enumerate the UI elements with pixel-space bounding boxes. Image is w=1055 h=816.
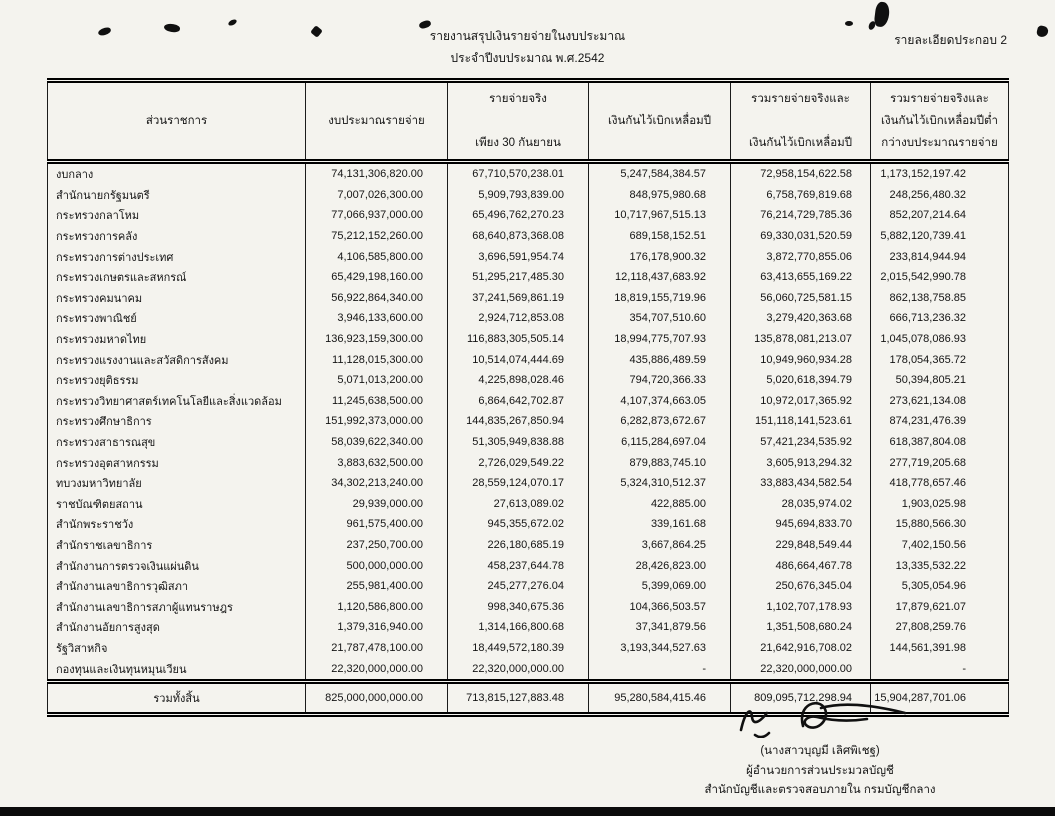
total-cell: 5,020,618,394.79: [731, 370, 871, 391]
table-row: [48, 535, 1009, 556]
budget-cell: 1,379,316,940.00: [306, 617, 448, 638]
table-row: [48, 370, 1009, 391]
reserved-cell: 3,667,864.25: [589, 535, 731, 556]
reserved-cell: 37,341,879.56: [589, 617, 731, 638]
reserved-cell: 354,707,510.60: [589, 308, 731, 329]
col-header-agency: [48, 81, 306, 162]
agency-cell: สำนักงานอัยการสูงสุด: [48, 617, 306, 638]
reserved-cell: 6,282,873,672.67: [589, 411, 731, 432]
reserved-cell: 848,975,980.68: [589, 185, 731, 206]
agency-cell: สำนักงานการตรวจเงินแผ่นดิน: [48, 555, 306, 576]
agency-cell: กระทรวงยุติธรรม: [48, 370, 306, 391]
total-cell: 56,060,725,581.15: [731, 288, 871, 309]
diff-cell: 5,305,054.96: [871, 576, 1009, 597]
table-row: [48, 205, 1009, 226]
table-row: [48, 411, 1009, 432]
diff-cell: 27,808,259.76: [871, 617, 1009, 638]
header-label: กว่างบประมาณรายจ่าย: [881, 137, 998, 149]
reserved-cell: 5,247,584,384.57: [589, 162, 731, 185]
diff-cell: 1,173,152,197.42: [871, 162, 1009, 185]
total-cell: 6,758,769,819.68: [731, 185, 871, 206]
signer-name: (นางสาวบุญมี เลิศพิเชฐ): [760, 745, 880, 757]
total-cell: 3,605,913,294.32: [731, 452, 871, 473]
report-subtitle: ประจำปีงบประมาณ พ.ศ.2542: [450, 51, 605, 65]
actual-cell: 51,295,217,485.30: [448, 267, 589, 288]
table-row: [48, 349, 1009, 370]
header-label: รายจ่ายจริง: [489, 93, 547, 105]
reserved-cell: 176,178,900.32: [589, 246, 731, 267]
agency-cell: กระทรวงอุตสาหกรรม: [48, 452, 306, 473]
diff-cell: 144,561,391.98: [871, 638, 1009, 659]
agency-cell: กระทรวงเกษตรและสหกรณ์: [48, 267, 306, 288]
report-title: รายงานสรุปเงินรายจ่ายในงบประมาณ: [429, 29, 626, 43]
table-row: [48, 473, 1009, 494]
total-cell: 1,102,707,178.93: [731, 596, 871, 617]
total-cell: 151,118,141,523.61: [731, 411, 871, 432]
diff-cell: 418,778,657.46: [871, 473, 1009, 494]
agency-cell: กระทรวงกลาโหม: [48, 205, 306, 226]
agency-cell: ทบวงมหาวิทยาลัย: [48, 473, 306, 494]
total-budget-cell: 825,000,000,000.00: [306, 681, 448, 714]
header-label: เงินกันไว้เบิกเหลื่อมปีต่ำ: [881, 115, 998, 127]
header-label: รวมรายจ่ายจริงและ: [751, 93, 850, 105]
col-header-actual: [448, 81, 589, 162]
total-label: รวมทั้งสิ้น: [48, 681, 306, 714]
reserved-cell: -: [589, 658, 731, 681]
table-row: [48, 185, 1009, 206]
diff-cell: 862,138,758.85: [871, 288, 1009, 309]
signer-position: ผู้อำนวยการส่วนประมวลบัญชี: [746, 764, 894, 777]
budget-cell: 4,106,585,800.00: [306, 246, 448, 267]
diff-cell: 7,402,150.56: [871, 535, 1009, 556]
actual-cell: 68,640,873,368.08: [448, 226, 589, 247]
signer-department: สำนักบัญชีและตรวจสอบภายใน กรมบัญชีกลาง: [704, 784, 936, 796]
col-header-total: [731, 81, 871, 162]
header-label: งบประมาณรายจ่าย: [328, 115, 425, 127]
reserved-cell: 879,883,745.10: [589, 452, 731, 473]
total-cell: 3,872,770,855.06: [731, 246, 871, 267]
diff-cell: 273,621,134.08: [871, 391, 1009, 412]
reserved-cell: 18,819,155,719.96: [589, 288, 731, 309]
reserved-cell: 3,193,344,527.63: [589, 638, 731, 659]
col-header-reserved: [589, 81, 731, 162]
budget-cell: 65,429,198,160.00: [306, 267, 448, 288]
total-cell: 229,848,549.44: [731, 535, 871, 556]
agency-cell: กระทรวงการคลัง: [48, 226, 306, 247]
table-row: [48, 555, 1009, 576]
total-cell: 76,214,729,785.36: [731, 205, 871, 226]
table-row: [48, 638, 1009, 659]
reserved-cell: 104,366,503.57: [589, 596, 731, 617]
diff-cell: -: [871, 658, 1009, 681]
total-cell: 63,413,655,169.22: [731, 267, 871, 288]
actual-cell: 6,864,642,702.87: [448, 391, 589, 412]
total-cell: 22,320,000,000.00: [731, 658, 871, 681]
agency-cell: รัฐวิสาหกิจ: [48, 638, 306, 659]
actual-cell: 1,314,166,800.68: [448, 617, 589, 638]
budget-cell: 74,131,306,820.00: [306, 162, 448, 185]
actual-cell: 3,696,591,954.74: [448, 246, 589, 267]
reserved-cell: 12,118,437,683.92: [589, 267, 731, 288]
actual-cell: 67,710,570,238.01: [448, 162, 589, 185]
budget-table: [47, 78, 1009, 717]
agency-cell: ราชบัณฑิตยสถาน: [48, 494, 306, 515]
agency-cell: สำนักพระราชวัง: [48, 514, 306, 535]
header-label: เงินกันไว้เบิกเหลื่อมปี: [748, 137, 852, 149]
agency-cell: กองทุนและเงินทุนหมุนเวียน: [48, 658, 306, 681]
diff-cell: 277,719,205.68: [871, 452, 1009, 473]
actual-cell: 10,514,074,444.69: [448, 349, 589, 370]
reserved-cell: 6,115,284,697.04: [589, 432, 731, 453]
reserved-cell: 339,161.68: [589, 514, 731, 535]
header-label: เงินกันไว้เบิกเหลื่อมปี: [607, 115, 711, 127]
scan-edge-bar: [0, 807, 1055, 816]
table-body: [48, 162, 1009, 682]
table-row: [48, 267, 1009, 288]
budget-cell: 3,883,632,500.00: [306, 452, 448, 473]
agency-cell: สำนักงานเลขาธิการวุฒิสภา: [48, 576, 306, 597]
agency-cell: สำนักงานเลขาธิการสภาผู้แทนราษฎร: [48, 596, 306, 617]
diff-cell: 852,207,214.64: [871, 205, 1009, 226]
diff-cell: 874,231,476.39: [871, 411, 1009, 432]
total-combined-cell: 809,095,712,298.94: [731, 681, 871, 714]
table-row: [48, 391, 1009, 412]
budget-cell: 7,007,026,300.00: [306, 185, 448, 206]
budget-cell: 1,120,586,800.00: [306, 596, 448, 617]
budget-cell: 961,575,400.00: [306, 514, 448, 535]
budget-cell: 56,922,864,340.00: [306, 288, 448, 309]
total-reserved-cell: 95,280,584,415.46: [589, 681, 731, 714]
total-cell: 1,351,508,680.24: [731, 617, 871, 638]
table-row: [48, 617, 1009, 638]
agency-cell: งบกลาง: [48, 162, 306, 185]
diff-cell: 666,713,236.32: [871, 308, 1009, 329]
scan-speck: [845, 21, 853, 26]
budget-cell: 151,992,373,000.00: [306, 411, 448, 432]
diff-cell: 178,054,365.72: [871, 349, 1009, 370]
reserved-cell: 5,324,310,512.37: [589, 473, 731, 494]
col-header-diff: [871, 81, 1009, 162]
table-row: [48, 452, 1009, 473]
actual-cell: 945,355,672.02: [448, 514, 589, 535]
budget-cell: 5,071,013,200.00: [306, 370, 448, 391]
table-row: [48, 514, 1009, 535]
reserved-cell: 422,885.00: [589, 494, 731, 515]
diff-cell: 618,387,804.08: [871, 432, 1009, 453]
table-row: [48, 162, 1009, 185]
budget-cell: 58,039,622,340.00: [306, 432, 448, 453]
budget-cell: 11,128,015,300.00: [306, 349, 448, 370]
total-cell: 72,958,154,622.58: [731, 162, 871, 185]
budget-cell: 21,787,478,100.00: [306, 638, 448, 659]
actual-cell: 998,340,675.36: [448, 596, 589, 617]
scan-speck: [227, 18, 237, 27]
budget-cell: 22,320,000,000.00: [306, 658, 448, 681]
budget-cell: 136,923,159,300.00: [306, 329, 448, 350]
agency-cell: กระทรวงมหาดไทย: [48, 329, 306, 350]
total-cell: 21,642,916,708.02: [731, 638, 871, 659]
reserved-cell: 28,426,823.00: [589, 555, 731, 576]
actual-cell: 51,305,949,838.88: [448, 432, 589, 453]
budget-cell: 11,245,638,500.00: [306, 391, 448, 412]
table-row: [48, 432, 1009, 453]
reserved-cell: 10,717,967,515.13: [589, 205, 731, 226]
agency-cell: กระทรวงการต่างประเทศ: [48, 246, 306, 267]
diff-cell: 1,045,078,086.93: [871, 329, 1009, 350]
actual-cell: 28,559,124,070.17: [448, 473, 589, 494]
diff-cell: 5,882,120,739.41: [871, 226, 1009, 247]
diff-cell: 50,394,805.21: [871, 370, 1009, 391]
reserved-cell: 794,720,366.33: [589, 370, 731, 391]
table-row: [48, 494, 1009, 515]
actual-cell: 2,726,029,549.22: [448, 452, 589, 473]
diff-cell: 1,903,025.98: [871, 494, 1009, 515]
diff-cell: 248,256,480.32: [871, 185, 1009, 206]
actual-cell: 22,320,000,000.00: [448, 658, 589, 681]
total-actual-cell: 713,815,127,883.48: [448, 681, 589, 714]
budget-cell: 34,302,213,240.00: [306, 473, 448, 494]
agency-cell: กระทรวงวิทยาศาสตร์เทคโนโลยีและสิ่งแวดล้อม: [48, 391, 306, 412]
total-cell: 3,279,420,363.68: [731, 308, 871, 329]
agency-cell: กระทรวงพาณิชย์: [48, 308, 306, 329]
diff-cell: 13,335,532.22: [871, 555, 1009, 576]
table-row: [48, 246, 1009, 267]
agency-cell: กระทรวงแรงงานและสวัสดิการสังคม: [48, 349, 306, 370]
actual-cell: 18,449,572,180.39: [448, 638, 589, 659]
budget-cell: 3,946,133,600.00: [306, 308, 448, 329]
actual-cell: 65,496,762,270.23: [448, 205, 589, 226]
actual-cell: 116,883,305,505.14: [448, 329, 589, 350]
table-row: [48, 576, 1009, 597]
reserved-cell: 4,107,374,663.05: [589, 391, 731, 412]
table-row: [48, 658, 1009, 681]
actual-cell: 458,237,644.78: [448, 555, 589, 576]
header-label: รวมรายจ่ายจริงและ: [890, 93, 989, 105]
total-cell: 10,949,960,934.28: [731, 349, 871, 370]
agency-cell: กระทรวงคมนาคม: [48, 288, 306, 309]
total-cell: 10,972,017,365.92: [731, 391, 871, 412]
reserved-cell: 5,399,069.00: [589, 576, 731, 597]
budget-cell: 75,212,152,260.00: [306, 226, 448, 247]
diff-cell: 2,015,542,990.78: [871, 267, 1009, 288]
header-label: เพียง 30 กันยายน: [475, 137, 561, 149]
agency-cell: กระทรวงศึกษาธิการ: [48, 411, 306, 432]
reserved-cell: 689,158,152.51: [589, 226, 731, 247]
total-cell: 135,878,081,213.07: [731, 329, 871, 350]
table-row: [48, 596, 1009, 617]
budget-cell: 237,250,700.00: [306, 535, 448, 556]
table-row: [48, 329, 1009, 350]
scan-blotch: [874, 1, 891, 28]
table-row: [48, 226, 1009, 247]
reserved-cell: 435,886,489.59: [589, 349, 731, 370]
budget-cell: 500,000,000.00: [306, 555, 448, 576]
total-cell: 250,676,345.04: [731, 576, 871, 597]
actual-cell: 5,909,793,839.00: [448, 185, 589, 206]
header-label: ส่วนราชการ: [145, 115, 208, 127]
table-header: [48, 81, 1009, 162]
total-diff-cell: 15,904,287,701.06: [871, 681, 1009, 714]
total-cell: 33,883,434,582.54: [731, 473, 871, 494]
reserved-cell: 18,994,775,707.93: [589, 329, 731, 350]
handwritten-signature-icon: [725, 694, 915, 738]
actual-cell: 27,613,089.02: [448, 494, 589, 515]
diff-cell: 17,879,621.07: [871, 596, 1009, 617]
agency-cell: สำนักนายกรัฐมนตรี: [48, 185, 306, 206]
corner-note: รายละเอียดประกอบ 2: [894, 33, 1007, 47]
total-cell: 28,035,974.02: [731, 494, 871, 515]
agency-cell: กระทรวงสาธารณสุข: [48, 432, 306, 453]
budget-cell: 255,981,400.00: [306, 576, 448, 597]
total-cell: 57,421,234,535.92: [731, 432, 871, 453]
signature-block: [655, 694, 985, 797]
actual-cell: 245,277,276.04: [448, 576, 589, 597]
total-cell: 69,330,031,520.59: [731, 226, 871, 247]
actual-cell: 144,835,267,850.94: [448, 411, 589, 432]
total-cell: 486,664,467.78: [731, 555, 871, 576]
actual-cell: 226,180,685.19: [448, 535, 589, 556]
table-row: [48, 288, 1009, 309]
total-cell: 945,694,833.70: [731, 514, 871, 535]
actual-cell: 37,241,569,861.19: [448, 288, 589, 309]
diff-cell: 15,880,566.30: [871, 514, 1009, 535]
budget-cell: 77,066,937,000.00: [306, 205, 448, 226]
agency-cell: สำนักราชเลขาธิการ: [48, 535, 306, 556]
table-row: [48, 308, 1009, 329]
actual-cell: 4,225,898,028.46: [448, 370, 589, 391]
col-header-budget: [306, 81, 448, 162]
diff-cell: 233,814,944.94: [871, 246, 1009, 267]
budget-cell: 29,939,000.00: [306, 494, 448, 515]
actual-cell: 2,924,712,853.08: [448, 308, 589, 329]
